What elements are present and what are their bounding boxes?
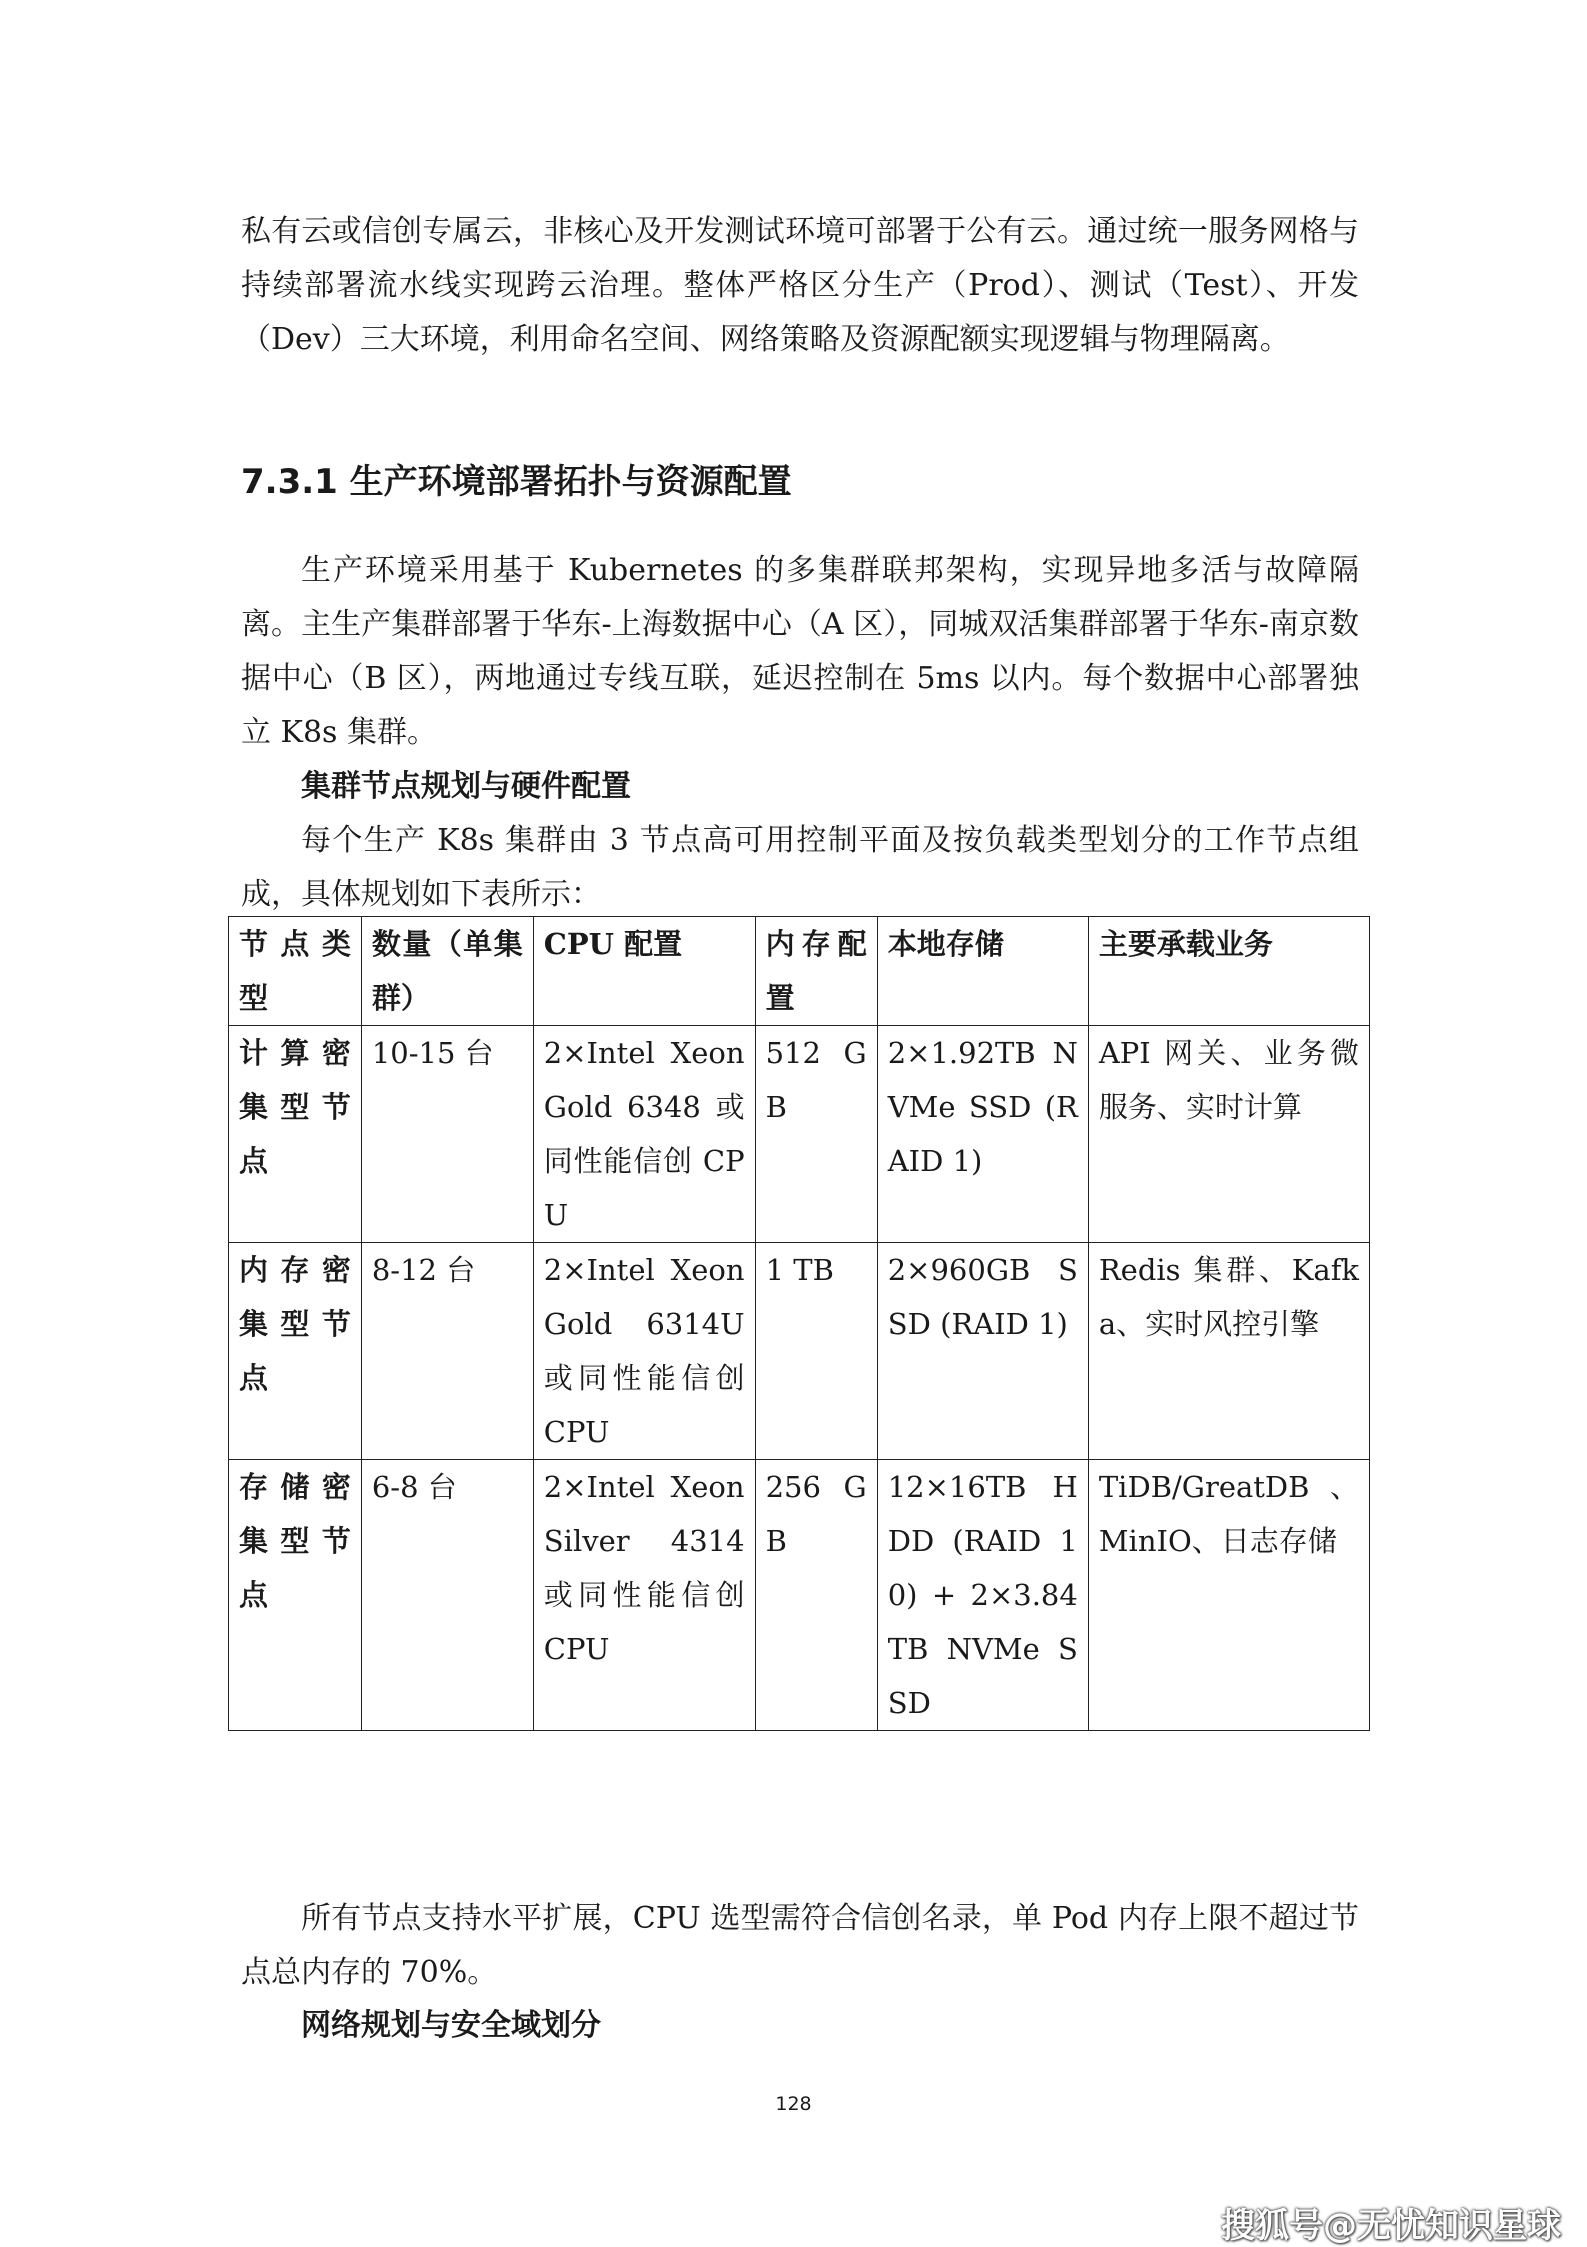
subheading-cluster-nodes: 集群节点规划与硬件配置 (301, 769, 631, 804)
table-cell: 2×Intel Xeon Gold 6314U 或同性能信创 CPU (533, 1243, 755, 1460)
subheading-network: 网络规划与安全域划分 (301, 2008, 601, 2043)
table-cell: 8-12 台 (361, 1243, 533, 1460)
table-cell: TiDB/GreatDB、MinIO、日志存储 (1088, 1460, 1369, 1731)
header-cell: CPU 配置 (533, 917, 755, 1026)
intro-paragraph: 私有云或信创专属云，非核心及开发测试环境可部署于公有云。通过统一服务网格与持续部署流水线实现跨云治理。整体严格区分生产（Prod）、测试（Test）、开发（Dev）三大环境，利用命名空间、网络策略及资源配额实现逻辑与物理隔离。 (241, 214, 1359, 357)
table-cell: 6-8 台 (361, 1460, 533, 1731)
table-cell: API 网关、业务微服务、实时计算 (1088, 1026, 1369, 1243)
table-cell: Redis 集群、Kafka、实时风控引擎 (1088, 1243, 1369, 1460)
table-header-row (229, 917, 1370, 1026)
header-cell: 节点类型 (229, 917, 362, 1026)
watermark: 搜狐号@无忧知识星球 (1221, 2206, 1561, 2246)
table-cell: 1 TB (755, 1243, 877, 1460)
table-cell: 2×Intel Xeon Silver 4314 或同性能信创 CPU (533, 1460, 755, 1731)
table-row (229, 1026, 1370, 1243)
paragraph-topology: 生产环境采用基于 Kubernetes 的多集群联邦架构，实现异地多活与故障隔离。主生产集群部署于华东-上海数据中心（A 区），同城双活集群部署于华东-南京数据中心（B 区），两地通过专线互联，延迟控制在 5ms 以内。每个数据中心部署独立 K8s 集群。 (241, 553, 1359, 750)
section-heading: 7.3.1 生产环境部署拓扑与资源配置 (241, 462, 792, 502)
paragraph-cluster-intro: 每个生产 K8s 集群由 3 节点高可用控制平面及按负载类型划分的工作节点组成，具体规划如下表所示： (241, 823, 1360, 912)
table-cell: 内存密集型节点 (229, 1243, 362, 1460)
header-cell: 数量（单集群） (361, 917, 533, 1026)
paragraph-scaling-note: 所有节点支持水平扩展，CPU 选型需符合信创名录，单 Pod 内存上限不超过节点总内存的 70%。 (241, 1901, 1359, 1990)
table-row (229, 1243, 1370, 1460)
header-cell: 本地存储 (877, 917, 1088, 1026)
table-cell: 2×960GB SSD (RAID 1) (877, 1243, 1088, 1460)
table-cell: 2×1.92TB NVMe SSD (RAID 1) (877, 1026, 1088, 1243)
table-cell: 12×16TB HDD (RAID 10) + 2×3.84TB NVMe SSD (877, 1460, 1088, 1731)
page-number: 128 (775, 2093, 812, 2115)
table-cell: 512 GB (755, 1026, 877, 1243)
header-cell: 内存配置 (755, 917, 877, 1026)
table-cell: 2×Intel Xeon Gold 6348 或同性能信创 CPU (533, 1026, 755, 1243)
header-cell: 主要承载业务 (1088, 917, 1369, 1026)
table-cell: 10-15 台 (361, 1026, 533, 1243)
table-cell: 计算密集型节点 (229, 1026, 362, 1243)
table-row (229, 1460, 1370, 1731)
table-cell: 存储密集型节点 (229, 1460, 362, 1731)
node-spec-table (228, 916, 1370, 1731)
table-cell: 256 GB (755, 1460, 877, 1731)
